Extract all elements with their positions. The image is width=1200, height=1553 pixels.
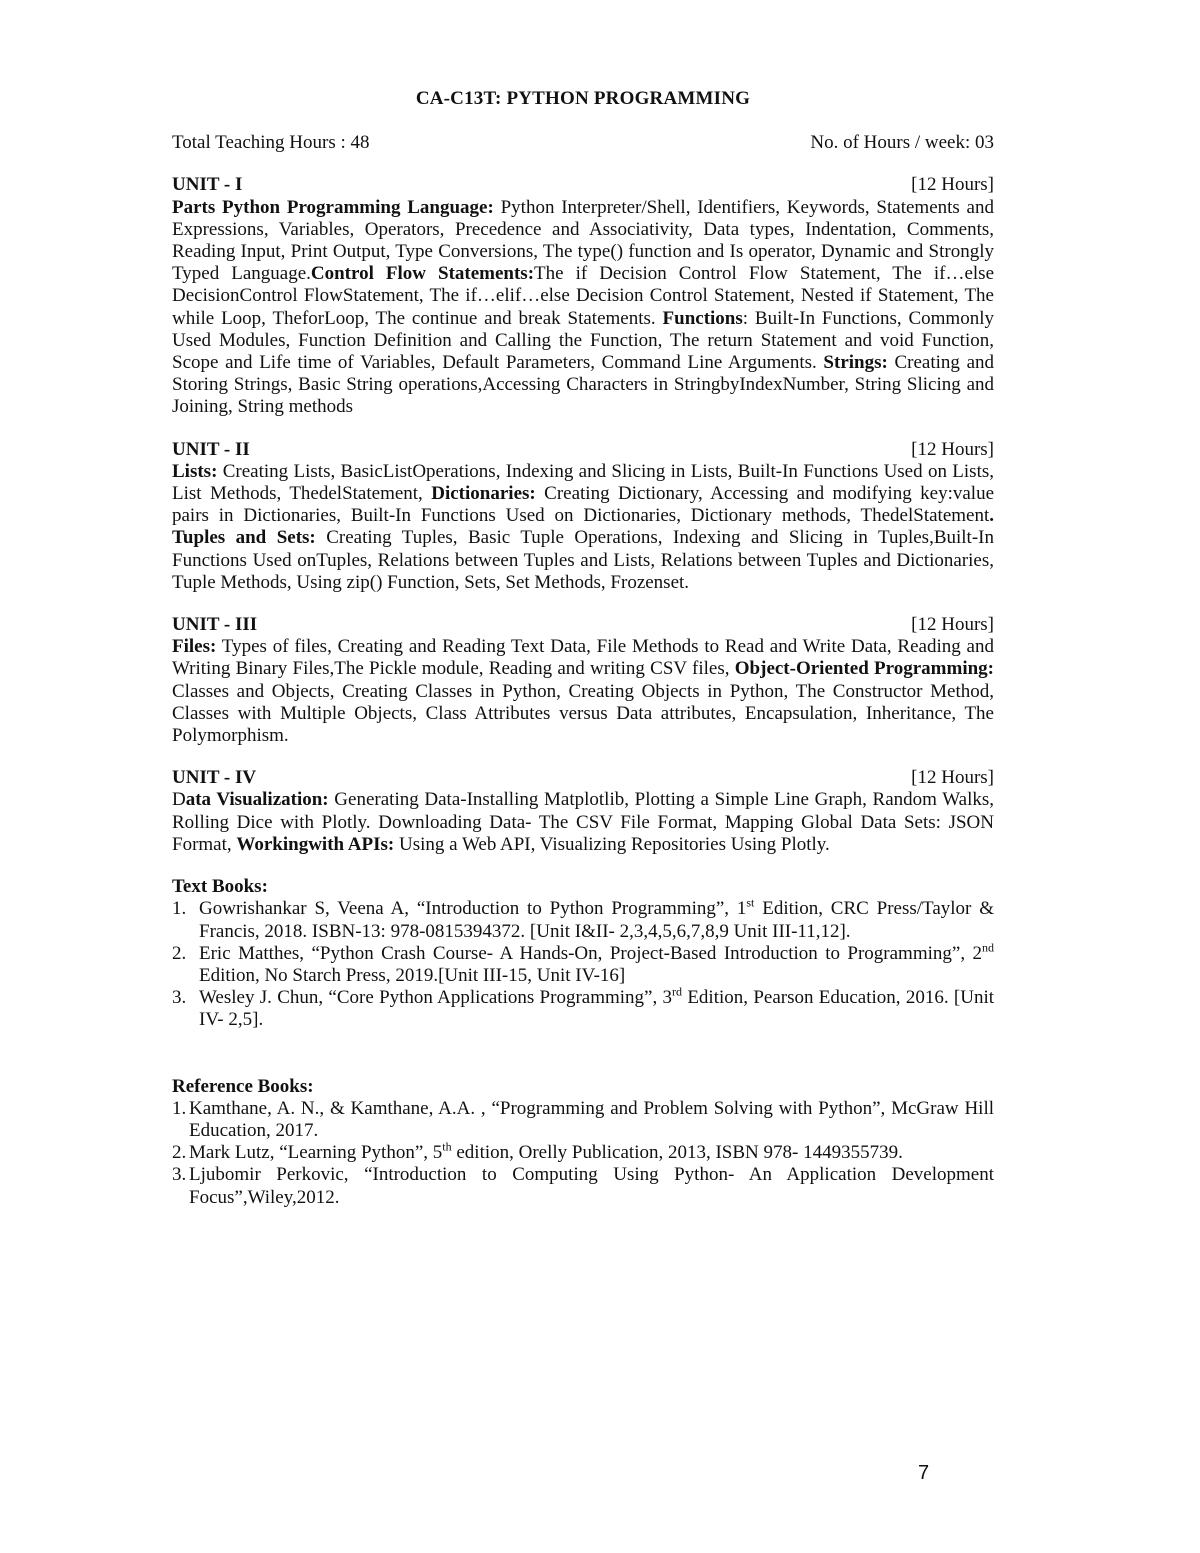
topic-text: Python Interpreter/Shell, Identifiers, Keywords, Statements and Expressions, Variables, Operators, Precedence and Associativity, Data types, Indentation, Comments, Reading Input, Print Output, Type Conversions, The type() function and Is operator, Dynamic and Strongly Typed Language. — [172, 196, 994, 285]
unit-hours: [12 Hours] — [911, 767, 994, 789]
topic-text: Creating Tuples, Basic Tuple Operations, Indexing and Slicing in Tuples,Built-In Functions Used onTuples, Relations between Tuples and Lists, Relations between Tuples and Dictionaries, Tuple Methods, Using zip() Function, Sets, Set Methods, Frozenset. — [172, 527, 994, 593]
unit-header — [172, 439, 994, 461]
unit-header — [172, 614, 994, 636]
citation-text: Edition, CRC Press/Taylor & Francis, 2018. ISBN-13: 978-0815394372. [Unit I&II- 2,3,4,5,6,7,8,9 Unit III-11,12]. — [199, 898, 994, 942]
item-number: 1. — [172, 1097, 187, 1119]
topic-heading: Functions — [662, 307, 743, 329]
unit-2 — [172, 439, 994, 594]
unit-content — [172, 789, 994, 856]
unit-3 — [172, 614, 994, 747]
text-books-heading: Text Books: — [172, 876, 268, 898]
topic-heading: Lists: — [172, 460, 218, 482]
citation-text: Eric Matthes, “Python Crash Course- A Hands-On, Project-Based Introduction to Programming”, 2 — [199, 942, 982, 964]
list-item — [172, 984, 994, 1031]
text-books-list — [172, 895, 994, 1031]
topic-heading: Strings: — [823, 352, 888, 374]
unit-header — [172, 174, 994, 196]
topic-text: D — [172, 789, 186, 811]
page-title: CA-C13T: PYTHON PROGRAMMING — [415, 88, 751, 109]
unit-title: UNIT - IV — [172, 767, 257, 789]
topic-heading: Workingwith APIs: — [236, 833, 395, 855]
citation-text: Kamthane, A. N., & Kamthane, A.A. , “Programming and Problem Solving with Python”, McGraw Hill Education, 2017. — [189, 1097, 994, 1141]
topic-heading: Files: — [172, 636, 217, 658]
topic-text: Using a Web API, Visualizing Repositories Using Plotly. — [394, 833, 830, 855]
hours-per-week: No. of Hours / week: 03 — [810, 132, 994, 154]
book-citation — [189, 1098, 994, 1142]
hours-row — [172, 132, 994, 154]
text-books-section — [172, 876, 994, 1031]
unit-1 — [172, 174, 994, 418]
unit-title: UNIT - I — [172, 174, 243, 196]
unit-content — [172, 197, 994, 419]
ordinal-suffix: nd — [982, 940, 994, 955]
total-teaching-hours: Total Teaching Hours : 48 — [172, 132, 370, 154]
citation-text: Gowrishankar S, Veena A, “Introduction to Python Programming”, 1 — [199, 898, 747, 920]
syllabus-page — [172, 88, 994, 1209]
topic-text: Creating and Storing Strings, Basic String operations,Accessing Characters in StringbyIndexNumber, String Slicing and Joining, String methods — [172, 352, 995, 418]
unit-header — [172, 767, 994, 789]
topic-text: : Built-In Functions, Commonly Used Modules, Function Definition and Calling the Function, The return Statement and void Function, Scope and Life time of Variables, Default Parameters, Command Line Arguments. — [172, 307, 994, 374]
list-item — [172, 1139, 994, 1164]
topic-text: Classes and Objects, Creating Classes in Python, Creating Objects in Python, The Constructor Method, Classes with Multiple Objects, Class Attributes versus Data attributes, Encapsulation, Inheritance, The Polymorphism. — [172, 680, 994, 747]
item-number: 2. — [172, 942, 187, 964]
item-number: 3. — [172, 1164, 187, 1186]
topic-heading: Control Flow Statements: — [310, 263, 535, 285]
unit-hours: [12 Hours] — [911, 614, 994, 636]
topic-text: Creating Lists, BasicListOperations, Indexing and Slicing in Lists, Built-In Functions Used on Lists, List Methods, ThedelStatement, — [172, 460, 994, 505]
list-item — [172, 1164, 994, 1208]
unit-title: UNIT - II — [172, 438, 250, 460]
ordinal-suffix: rd — [672, 984, 683, 999]
ordinal-suffix: th — [442, 1139, 452, 1154]
unit-hours: [12 Hours] — [911, 438, 994, 460]
unit-4 — [172, 767, 994, 856]
unit-title: UNIT - III — [172, 614, 258, 636]
citation-text: Edition, Pearson Education, 2016. [Unit IV- 2,5]. — [199, 987, 994, 1031]
topic-heading: Object-Oriented Programming: — [734, 658, 994, 680]
item-number: 1. — [172, 898, 187, 920]
ordinal-suffix: st — [746, 895, 755, 910]
page-number: 7 — [918, 1462, 930, 1484]
topic-heading: Parts Python Programming Language: — [172, 196, 494, 218]
book-citation — [199, 940, 994, 987]
list-item — [172, 940, 994, 987]
unit-content — [172, 461, 994, 594]
book-citation — [189, 1164, 994, 1208]
book-citation — [199, 984, 994, 1031]
item-number: 3. — [172, 987, 187, 1009]
topic-text: Types of files, Creating and Reading Text Data, File Methods to Read and Write Data, Reading and Writing Binary Files,The Pickle module, Reading and writing CSV files, — [172, 636, 994, 680]
list-item — [172, 895, 994, 942]
citation-text: Ljubomir Perkovic, “Introduction to Computing Using Python- An Application Development Focus”,Wiley,2012. — [189, 1164, 994, 1208]
topic-heading: Dictionaries: — [431, 483, 536, 505]
citation-text: edition, Orelly Publication, 2013, ISBN 978- 1449355739. — [451, 1142, 903, 1164]
topic-text: Creating Dictionary, Accessing and modifying key:value pairs in Dictionaries, Built-In Functions Used on Dictionaries, Dictionary methods, ThedelStatement — [172, 483, 995, 527]
topic-heading: . Tuples and Sets: — [172, 505, 994, 549]
reference-books-section — [172, 1076, 994, 1209]
unit-content — [172, 636, 994, 747]
reference-books-heading: Reference Books: — [172, 1075, 314, 1097]
citation-text: Wesley J. Chun, “Core Python Applications Programming”, 3 — [199, 987, 673, 1009]
book-citation — [199, 895, 994, 942]
reference-books-list — [172, 1098, 994, 1209]
unit-hours: [12 Hours] — [911, 174, 994, 196]
topic-heading: ata Visualization: — [185, 789, 329, 811]
list-item — [172, 1098, 994, 1142]
item-number: 2. — [172, 1142, 187, 1164]
topic-text: The if Decision Control Flow Statement, The if…else DecisionControl FlowStatement, The if…elif…else Decision Control Statement, Nested if Statement, The while Loop, TheforLoop, The continue and break Statements. — [172, 263, 995, 329]
topic-text: Generating Data-Installing Matplotlib, Plotting a Simple Line Graph, Random Walks, Rolling Dice with Plotly. Downloading Data- The CSV File Format, Mapping Global Data Sets: JSON Format, — [172, 789, 994, 855]
citation-text: Mark Lutz, “Learning Python”, 5 — [189, 1142, 443, 1164]
citation-text: Edition, No Starch Press, 2019.[Unit III-15, Unit IV-16] — [199, 964, 626, 986]
book-citation — [189, 1139, 994, 1164]
